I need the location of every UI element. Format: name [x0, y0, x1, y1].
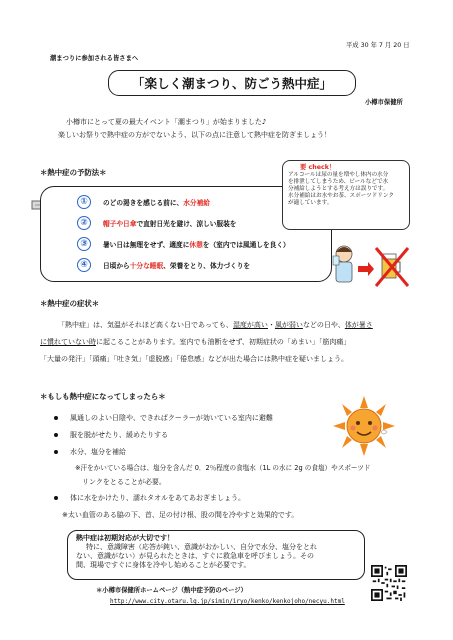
- date-text: 平成 30 年 7 月 20 日: [346, 42, 410, 49]
- alcohol-note-callout: [282, 160, 410, 230]
- symptoms-line-2: に慣れていない時に起こることがあります。室内でも油断をせず、初期症状の「めまい」「筋肉痛」: [40, 338, 351, 346]
- symptoms-line-3: 「大量の発汗」「頭痛」「吐き気」「虚脱感」「倦怠感」などが出た場合には熱中症を疑いましょう。: [40, 355, 348, 363]
- alcohol-note-line: 水分補給はお水やお茶、スポーツドリンク: [288, 192, 394, 199]
- response-bullet-3: 水分、塩分を補給: [54, 448, 126, 457]
- bullet-icon: [54, 416, 58, 420]
- greeting-text: 潮まつりに参加される皆さまへ: [50, 55, 139, 62]
- page-title-box: [108, 70, 356, 96]
- number-badge: ③: [77, 237, 91, 251]
- prevention-item-1: ① のどの渇きを感じる前に、水分補給: [77, 195, 210, 209]
- response-bullet-4: 体に水をかけたり、濡れタオルをあてあおぎましょう。: [54, 494, 245, 503]
- intro-line-1: 小樽市にとって夏の最大イベント「潮まつり」が始まりました♪: [66, 118, 267, 126]
- early-box-line-1: 特に、意識障害（応答が鈍い、意識がおかしい、自分で水分、塩分をとれ: [86, 543, 317, 552]
- early-box-title: 熱中症は初期対応が大切です！: [76, 534, 174, 542]
- sun-illustration: [333, 396, 395, 456]
- early-response-box: [67, 530, 365, 580]
- response-note-1a: ※汗をかいている場合は、塩分を含んだ 0．2％程度の食塩水（1L の水に 2g の食塩）やスポーツド: [75, 464, 371, 472]
- number-badge: ①: [77, 195, 91, 209]
- footer-url-link[interactable]: http://www.city.otaru.lg.jp/simin/iryo/kenko/kenkojoho/necyu.html: [110, 598, 345, 605]
- bullet-icon: [54, 450, 58, 454]
- emphasis-text: 帽子や日傘: [103, 220, 137, 228]
- footer-label: ＊小樽市保健所ホームページ（熱中症予防のページ）: [96, 587, 247, 594]
- prevention-item-4: ④ 日頃から十分な睡眠、栄養をとり、体力づくりを: [77, 258, 250, 272]
- response-note-2: ※太い血管のある脇の下、首、足の付け根、股の間を冷やすと効果的です。: [62, 511, 299, 519]
- qr-code-icon[interactable]: [371, 565, 407, 601]
- bullet-icon: [54, 496, 58, 500]
- number-badge: ④: [77, 258, 91, 272]
- number-badge: ②: [77, 216, 91, 230]
- prevention-heading: ＊熱中症の予防法＊: [40, 168, 107, 177]
- response-bullet-1: 風通しのよい日陰や、できればクーラーが効いている室内に避難: [54, 414, 273, 423]
- drinks-illustration: [328, 240, 412, 298]
- page-title: 「楽しく潮まつり、防ごう熱中症」: [131, 76, 332, 91]
- intro-line-2: 楽しいお祭りで熱中症の方がでないよう、以下の点に注意して熱中症を防ぎましょう！: [58, 131, 331, 139]
- symptoms-line-1: 「熱中症」は、気温がそれほど高くない日であっても、湿度が高い・風が弱いなどの日や、体が暑さ: [58, 321, 373, 329]
- alcohol-note-line: が適しています。: [288, 199, 333, 206]
- symptoms-heading: ＊熱中症の症状＊: [40, 299, 100, 308]
- response-heading: ＊もしも熱中症になってしまったら＊: [40, 392, 166, 401]
- bullet-icon: [54, 433, 58, 437]
- early-box-line-2: ない、意識がない）が見られたときは、すぐに救急車を呼びましょう。その: [76, 552, 314, 561]
- alcohol-note-line: を排泄してしまうため、ビールなどで水: [288, 178, 389, 185]
- emphasis-text: 水分補給: [183, 199, 210, 207]
- prevention-item-2: ② 帽子や日傘で直射日光を避け、涼しい服装を: [77, 216, 236, 230]
- response-note-1b: リンクをとることが必要。: [82, 478, 166, 486]
- early-box-line-3: 間、現場ですぐに身体を冷やし始めることが必要です。: [76, 561, 251, 570]
- alcohol-note-line: 分補給しようとする考え方は誤りです。: [288, 185, 389, 192]
- emphasis-text: 十分な睡眠: [129, 262, 164, 270]
- alcohol-note-title: 要 check！: [300, 164, 336, 171]
- issuer-text: 小樽市保健所: [365, 99, 403, 106]
- prevention-item-3: ③ 暑い日は無理をせず、適度に休憩を（室内では風通しを良く）: [77, 237, 290, 251]
- emphasis-text: 休憩: [189, 241, 203, 249]
- alcohol-note-line: アルコールは尿の量を増やし体内の水分: [288, 171, 389, 178]
- response-bullet-2: 服を脱がせたり、緩めたりする: [54, 431, 168, 440]
